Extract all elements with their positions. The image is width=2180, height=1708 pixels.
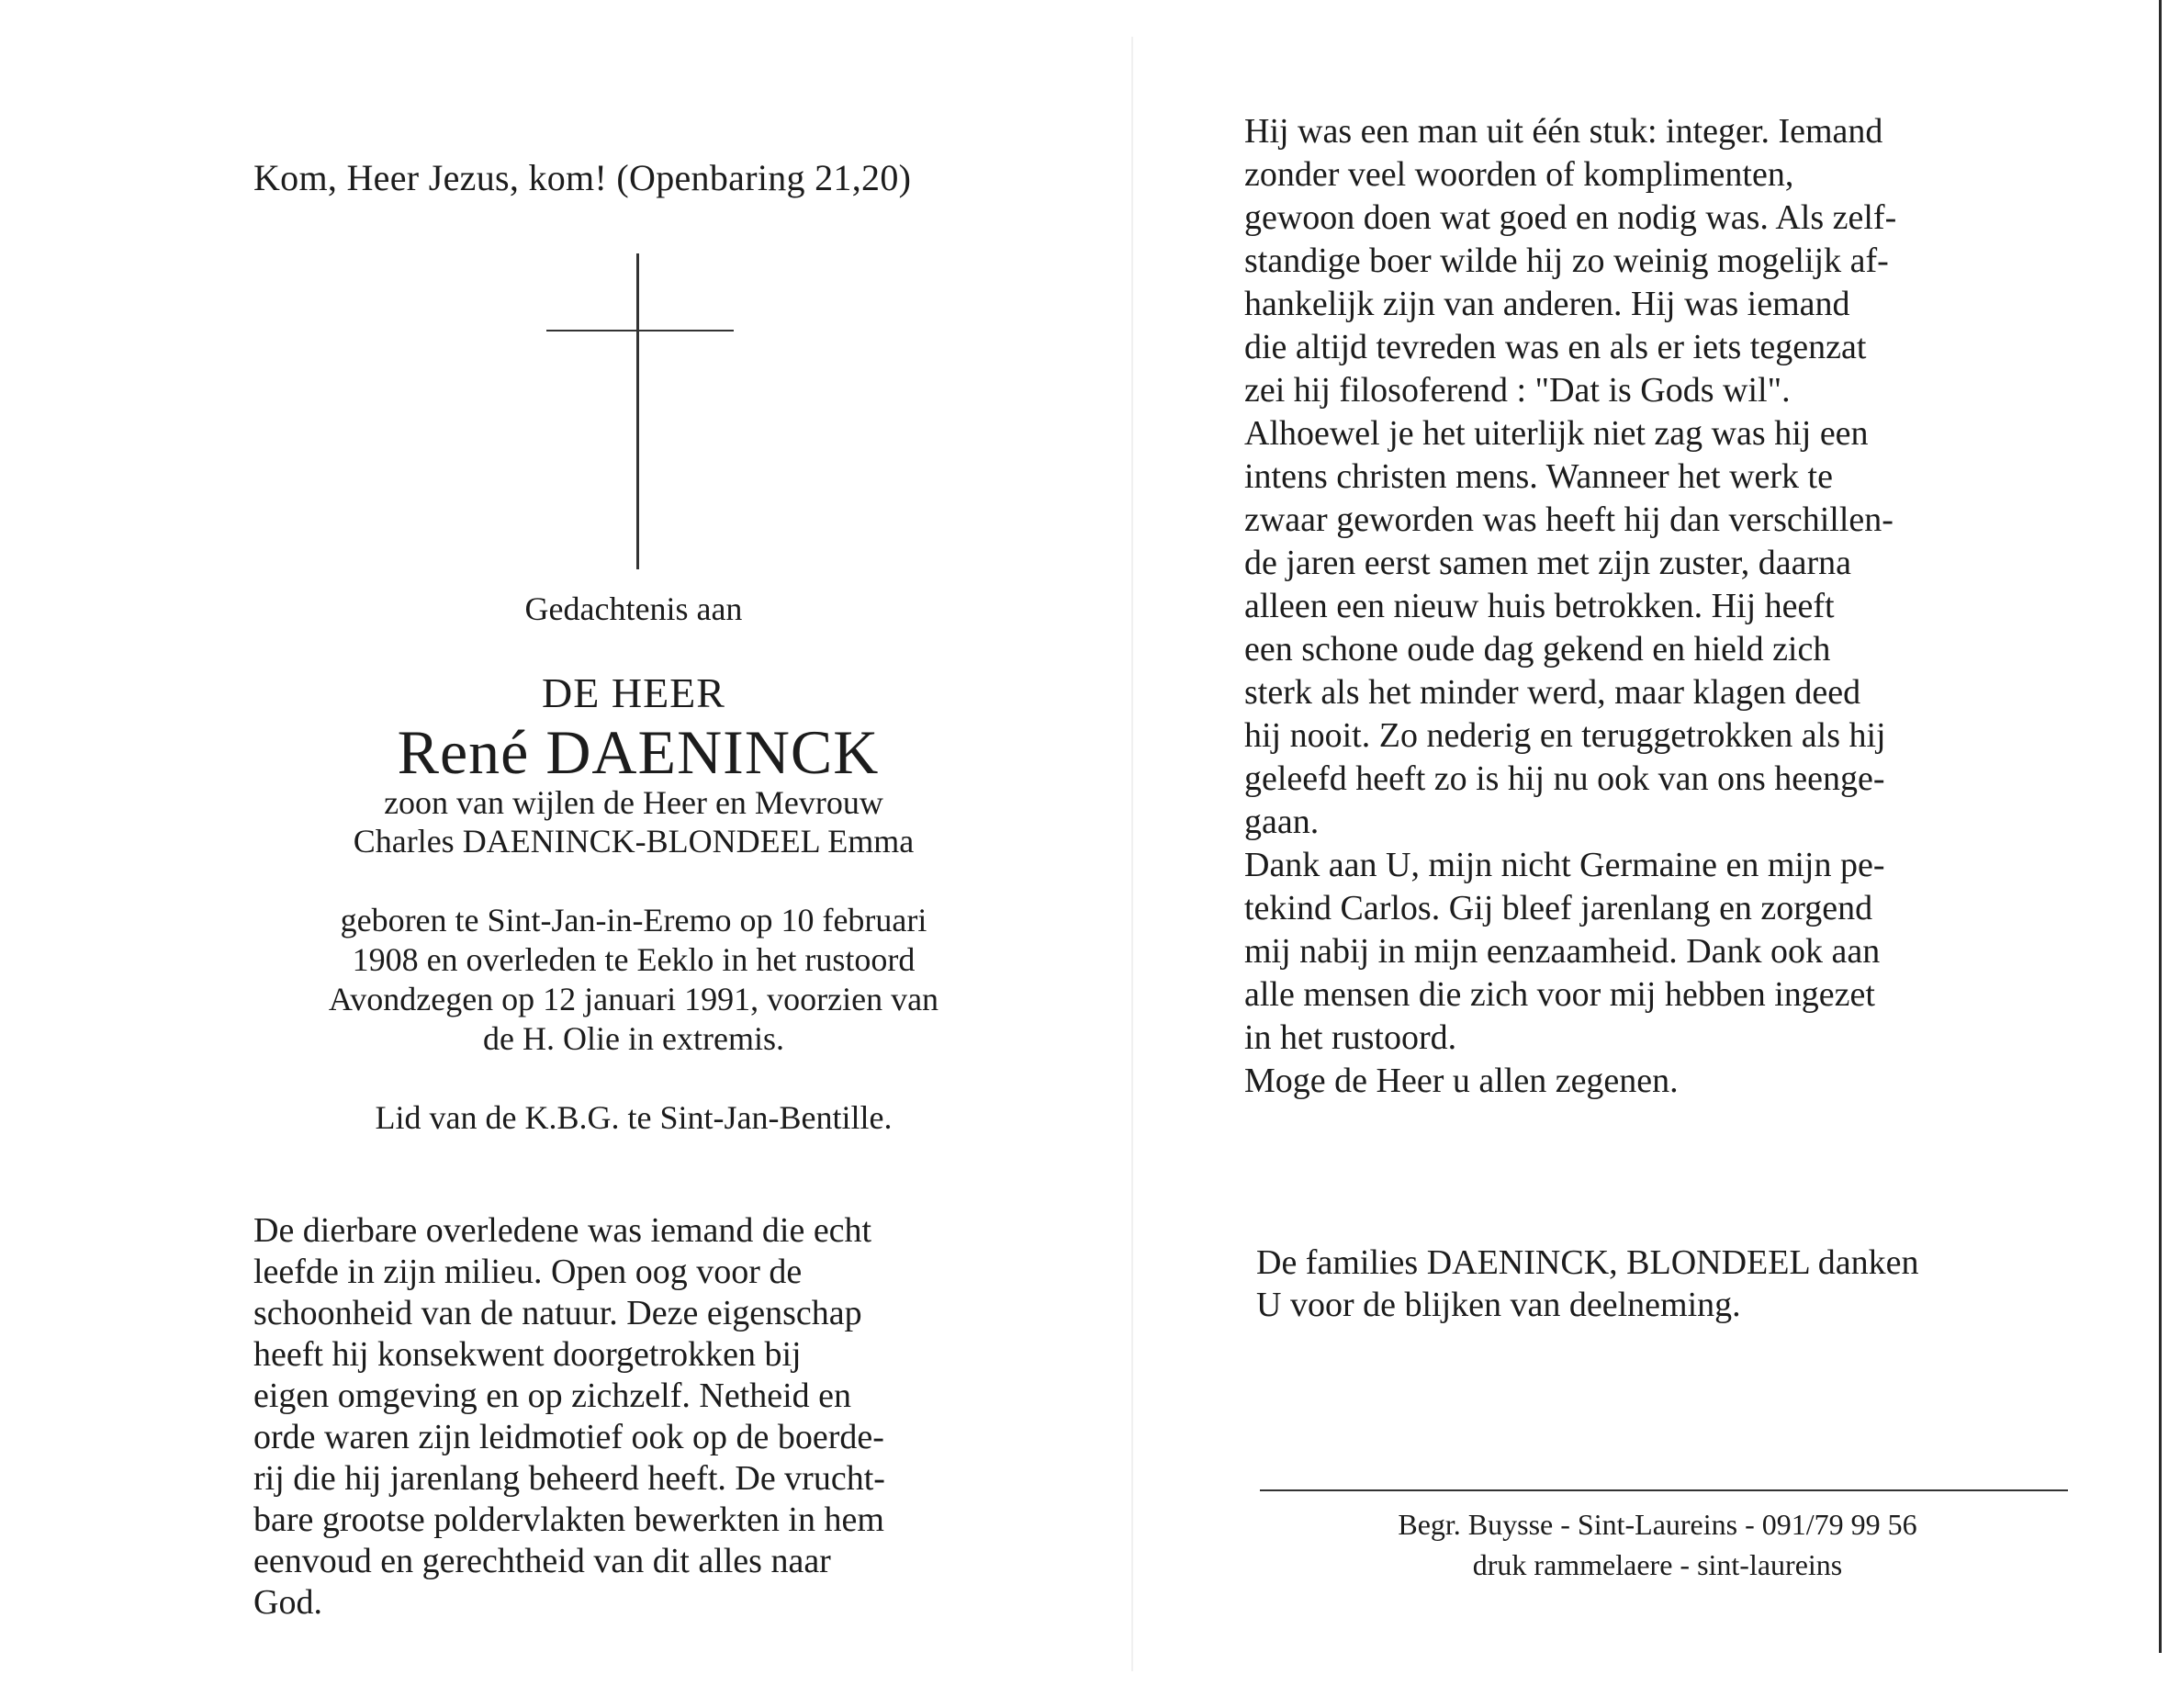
- text-line: zei hij filosoferend : "Dat is Gods wil".: [1244, 371, 1791, 410]
- cross-icon-vertical: [636, 253, 639, 569]
- text-line: orde waren zijn leidmotief ook op de boerde-: [253, 1418, 884, 1456]
- text-line: rij die hij jarenlang beheerd heeft. De vrucht-: [253, 1459, 885, 1498]
- text-line: een schone oude dag gekend en hield zich: [1244, 630, 1831, 669]
- right-paragraph: [1244, 110, 2071, 1103]
- text-line: standige boer wilde hij zo weinig mogelijk af-: [1244, 242, 1889, 280]
- text-line: Alhoewel je het uiterlijk niet zag was hij een: [1244, 414, 1869, 453]
- left-panel: [248, 0, 1065, 1708]
- text-line: geleefd heeft zo is hij nu ook van ons heenge-: [1244, 759, 1885, 798]
- text-line: hij nooit. Zo nederig en teruggetrokken als hij: [1244, 716, 1886, 755]
- parents-line: zoon van wijlen de Heer en Mevrouw: [384, 784, 883, 821]
- text-line: intens christen mens. Wanneer het werk te: [1244, 457, 1833, 496]
- text-line: Hij was een man uit één stuk: integer. Iemand: [1244, 112, 1883, 151]
- text-line: Moge de Heer u allen zegenen.: [1244, 1062, 1679, 1100]
- text-line: die altijd tevreden was en als er iets tegenzat: [1244, 328, 1867, 366]
- text-line: God.: [253, 1583, 322, 1622]
- text-line: De dierbare overledene was iemand die echt: [253, 1211, 872, 1250]
- divider-rule: [1260, 1489, 2068, 1491]
- text-line: zonder veel woorden of komplimenten,: [1244, 155, 1794, 194]
- imprint-block: [1336, 1504, 1979, 1585]
- memory-label: Gedachtenis aan: [524, 590, 743, 627]
- text-line: eenvoud en gerechtheid van dit alles naar: [253, 1542, 831, 1580]
- text-line: sterk als het minder werd, maar klagen deed: [1244, 673, 1861, 712]
- birth-death-block: [248, 901, 1019, 1059]
- birth-line: geboren te Sint-Jan-in-Eremo op 10 februari: [340, 902, 927, 938]
- membership-line: Lid van de K.B.G. te Sint-Jan-Bentille.: [375, 1099, 893, 1136]
- text-line: zwaar geworden was heeft hij dan verschillen-: [1244, 500, 1893, 539]
- birth-line: de H. Olie in extremis.: [483, 1020, 784, 1057]
- family-thanks: [1256, 1242, 2064, 1326]
- text-line: leefde in zijn milieu. Open oog voor de: [253, 1253, 803, 1291]
- text-line: de jaren eerst samen met zijn zuster, daarna: [1244, 544, 1852, 582]
- text-line: alleen een nieuw huis betrokken. Hij heeft: [1244, 587, 1835, 625]
- text-line: bare grootse poldervlakten bewerkten in hem: [253, 1500, 884, 1539]
- text-line: tekind Carlos. Gij bleef jarenlang en zorgend: [1244, 889, 1873, 927]
- bible-motto: Kom, Heer Jezus, kom! (Openbaring 21,20): [253, 157, 912, 198]
- printer-line: druk rammelaere - sint-laureins: [1472, 1548, 1843, 1581]
- text-line: Dank aan U, mijn nicht Germaine en mijn pe-: [1244, 846, 1885, 884]
- birth-line: Avondzegen op 12 januari 1991, voorzien van: [328, 981, 939, 1017]
- text-line: gaan.: [1244, 803, 1320, 841]
- thanks-line: U voor de blijken van deelneming.: [1256, 1286, 1741, 1324]
- parents-block: [266, 783, 1001, 860]
- card-fold: [1131, 37, 1133, 1671]
- text-line: gewoon doen wat goed en nodig was. Als zelf-: [1244, 198, 1897, 237]
- text-line: in het rustoord.: [1244, 1018, 1457, 1057]
- text-line: alle mensen die zich voor mij hebben ingezet: [1244, 975, 1875, 1014]
- text-line: schoonheid van de natuur. Deze eigenschap: [253, 1294, 862, 1332]
- text-line: heeft hij konsekwent doorgetrokken bij: [253, 1335, 802, 1374]
- text-line: hankelijk zijn van anderen. Hij was iemand: [1244, 285, 1850, 323]
- text-line: mij nabij in mijn eenzaamheid. Dank ook aan: [1244, 932, 1881, 971]
- undertaker-line: Begr. Buysse - Sint-Laureins - 091/79 99 56: [1398, 1508, 1917, 1541]
- text-line: eigen omgeving en op zichzelf. Netheid en: [253, 1377, 852, 1415]
- parents-line: Charles DAENINCK-BLONDEEL Emma: [353, 823, 915, 860]
- honorific-title: DE HEER: [542, 669, 725, 716]
- cross-icon-horizontal: [546, 330, 734, 331]
- thanks-line: De families DAENINCK, BLONDEEL danken: [1256, 1243, 1919, 1282]
- left-paragraph: [253, 1210, 1043, 1624]
- card-edge: [2159, 0, 2162, 1653]
- deceased-name: René DAENINCK: [397, 717, 880, 787]
- right-panel: [1244, 0, 2071, 1708]
- birth-line: 1908 en overleden te Eeklo in het rustoord: [352, 941, 916, 978]
